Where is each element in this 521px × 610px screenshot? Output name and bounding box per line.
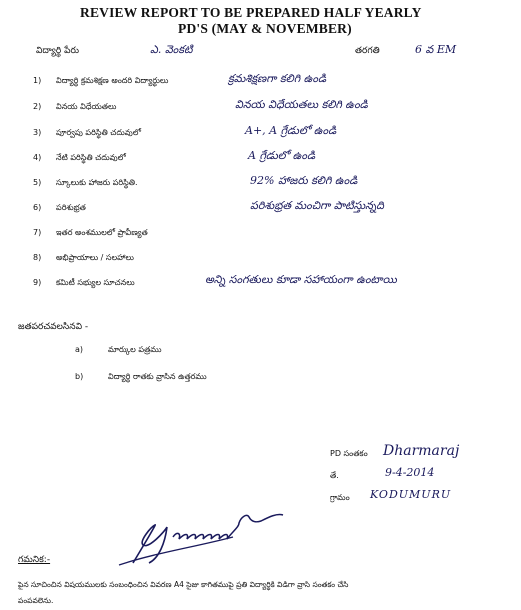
item-label: పూర్వపు పరిస్థితి చదువులో bbox=[56, 128, 141, 137]
student-class-label: తరగతి bbox=[355, 46, 380, 56]
item-number: 5) bbox=[33, 178, 42, 187]
pd-date-label: తే. bbox=[330, 471, 339, 480]
pd-signature: Dharmaraj bbox=[383, 443, 460, 459]
student-class-value: 6 వ EM bbox=[415, 43, 457, 56]
item-number: 1) bbox=[33, 76, 42, 85]
item-label: స్కూలుకు హాజరు పరిస్థితి. bbox=[56, 178, 138, 187]
note-text-line2: పంపవలెను. bbox=[18, 596, 54, 605]
item-label: అభిప్రాయాలు / సలహాలు bbox=[56, 253, 134, 262]
report-title-line2: PD'S (MAY & NOVEMBER) bbox=[178, 21, 352, 36]
item-number: 2) bbox=[33, 102, 42, 111]
item-number: 3) bbox=[33, 128, 42, 137]
item-answer: 92% హాజరు కలిగి ఉండి bbox=[250, 174, 358, 187]
note-text-line1: పైన సూచించిన విషయములకు సంబంధించిన వివరణ A4 సైజు కాగితముపై ప్రతి విద్యార్థికి విడిగా వ్రాసి సంతకం చేసి bbox=[18, 580, 349, 589]
item-answer: A+, A గ్రేడులో ఉండి bbox=[245, 124, 337, 137]
item-answer: అన్ని సంగతులు కూడా సహాయంగా ఉంటాయి bbox=[205, 273, 397, 286]
item-number: 6) bbox=[33, 203, 42, 212]
report-title-line1: REVIEW REPORT TO BE PREPARED HALF YEARLY bbox=[80, 5, 422, 20]
item-number: 7) bbox=[33, 228, 42, 237]
item-label: విద్యార్థి క్రమశిక్షణ అందరి విద్యార్థులు bbox=[56, 76, 169, 85]
item-label: పరిశుభ్రత bbox=[56, 203, 86, 212]
enclosures-heading: జతపరచవలసినవి - bbox=[18, 322, 89, 332]
signature-scribble bbox=[115, 503, 295, 568]
item-number: 4) bbox=[33, 153, 42, 162]
item-answer: A గ్రేడులో ఉండి bbox=[248, 149, 316, 162]
item-label: వినయ విధేయతలు bbox=[56, 102, 117, 111]
pd-village-label: గ్రామం bbox=[330, 493, 350, 502]
item-label: నేటి పరిస్థితి చదువులో bbox=[56, 153, 126, 162]
item-number: 8) bbox=[33, 253, 42, 262]
enclosure-b-text: విద్యార్థి రాతకు వ్రాసిన ఉత్తరము bbox=[108, 372, 207, 381]
item-label: కమిటీ సభ్యుల సూచనలు bbox=[56, 278, 135, 287]
headmaster-signature bbox=[115, 503, 295, 568]
item-label: ఇతర అంశములలో ప్రావీణ్యత bbox=[56, 228, 148, 237]
note-heading: గమనిక:- bbox=[18, 555, 51, 565]
enclosure-b-letter: b) bbox=[75, 372, 84, 381]
item-answer: పరిశుభ్రత మంచిగా పాటిస్తున్నది bbox=[250, 199, 384, 212]
student-name-value: ఎ. వెంకటి bbox=[150, 43, 193, 56]
student-name-label: విద్యార్థి పేరు bbox=[36, 46, 79, 56]
item-answer: క్రమశిక్షణగా కలిగి ఉండి bbox=[228, 72, 327, 85]
pd-signature-label: PD సంతకం bbox=[330, 449, 368, 458]
pd-village: KODUMURU bbox=[370, 488, 452, 501]
enclosure-a-text: మార్కుల పత్రము bbox=[108, 345, 162, 354]
item-answer: వినయ విధేయతలు కలిగి ఉండి bbox=[235, 98, 368, 111]
enclosure-a-letter: a) bbox=[75, 345, 84, 354]
item-number: 9) bbox=[33, 278, 42, 287]
pd-date: 9-4-2014 bbox=[385, 466, 435, 479]
